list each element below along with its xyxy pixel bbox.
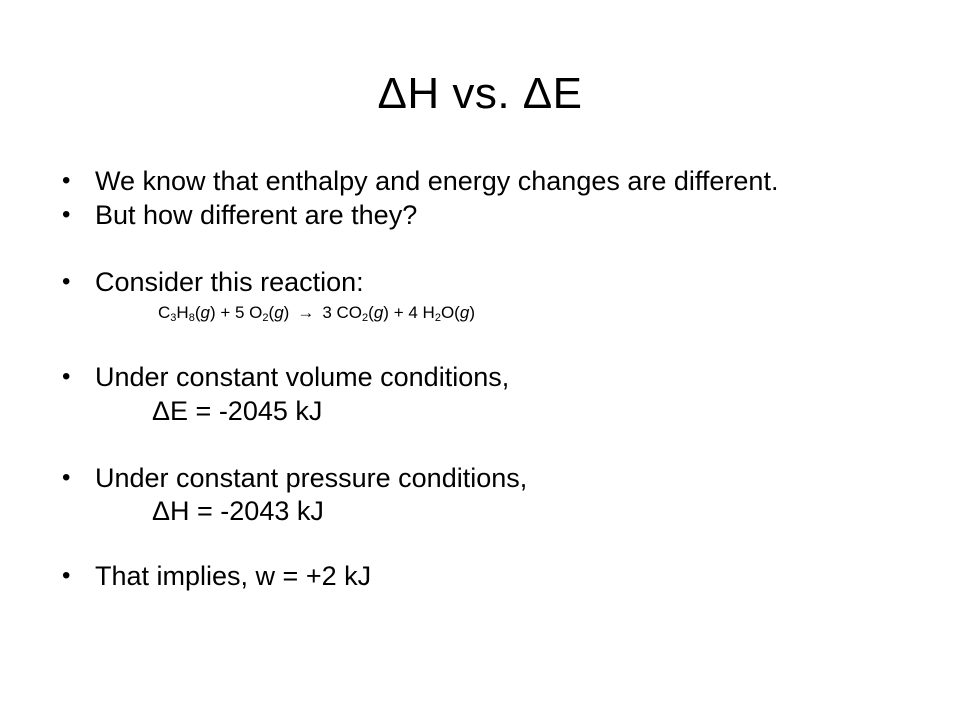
reaction-arrow-icon: → [297, 303, 315, 322]
bullet-item [62, 360, 509, 394]
bullet-text: That implies, w = +2 kJ [95, 561, 372, 591]
bullet-marker: • [62, 562, 71, 589]
bullet-text: But how different are they? [95, 200, 418, 230]
bullet-marker: • [62, 363, 71, 390]
slide-title: ΔH vs. ΔE [377, 69, 583, 118]
bullet-text: We know that enthalpy and energy changes are different. [95, 166, 779, 196]
bullet-marker: • [62, 464, 71, 491]
delta-h-value: ΔH = -2043 kJ [152, 496, 324, 526]
bullet-item [62, 164, 778, 198]
bullet-item [62, 559, 371, 593]
delta-e-value: ΔE = -2045 kJ [152, 396, 323, 426]
bullet-marker: • [62, 268, 71, 295]
reaction-equation: $C_3H_8(g) + 5$ $O_2(g) \to 3$ $CO_2(g) + 4$ $H_2O(g)$ [158, 303, 475, 324]
bullet-marker: • [62, 167, 71, 194]
bullet-text: Under constant pressure conditions, [95, 463, 528, 493]
bullet-item [62, 265, 364, 299]
bullet-marker: • [62, 201, 71, 228]
bullet-item [62, 461, 527, 495]
bullet-text: Under constant volume conditions, [95, 362, 510, 392]
bullet-text: Consider this reaction: [95, 267, 364, 297]
bullet-item [62, 198, 417, 232]
